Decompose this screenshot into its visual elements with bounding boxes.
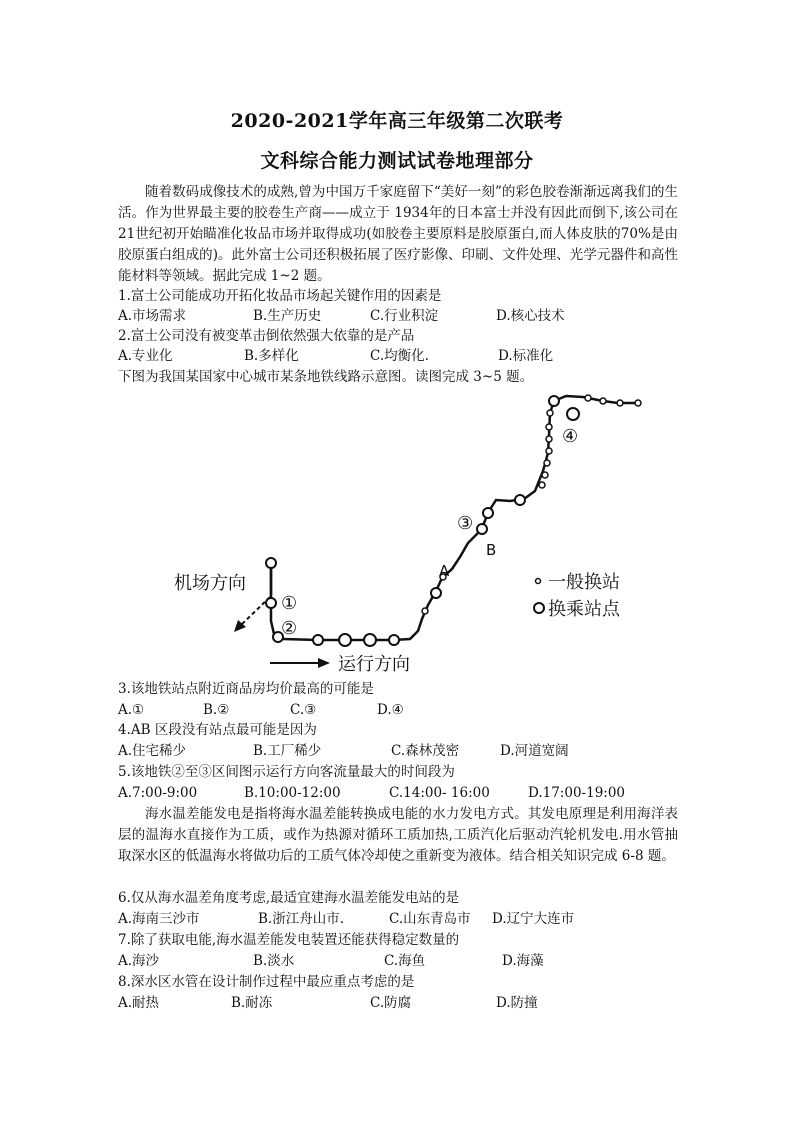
station-dot <box>546 424 552 430</box>
map-intro: 下图为我国某国家中心城市某条地铁线路示意图。读图完成 3~5 题。 <box>118 369 534 385</box>
station-dot <box>546 436 552 442</box>
q5-option-b: B.10:00-12:00 <box>244 785 341 801</box>
passage-fujifilm: 随着数码成像技术的成熟,曾为中国万千家庭留下“美好一刻”的彩色胶卷渐渐远离我们的生活。作为世界最主要的胶卷生产商——成立于 1934年的日本富士并没有因此而倒下,该公司在 21世纪初开始瞄准化妆品市场并取得成功(如胶卷主要原料是胶原蛋白,而人体皮肤的70%是由胶原蛋白组成的)。此外富士公司还积极拓展了医疗影像、印刷、文件处理、光学元器件和高性能材料等领域。据此完成 1~2 题。 <box>118 184 678 284</box>
station-dot <box>539 482 545 488</box>
transfer-station <box>431 588 441 598</box>
station-dot <box>546 448 552 454</box>
station-1-transfer <box>266 598 276 608</box>
station-1-label: ① <box>281 593 298 614</box>
station-b-label: B <box>486 541 497 559</box>
question-5-stem: 5.该地铁②至③区间图示运行方向客流量最大的时间段为 <box>118 764 455 780</box>
q1-option-c: C.行业积淀 <box>370 308 439 324</box>
exam-title: 2020-2021学年高三年级第二次联考 <box>230 110 564 132</box>
station-dot <box>422 608 428 614</box>
question-6-stem: 6.仅从海水温差角度考虑,最适宜建海水温差能发电站的是 <box>118 890 460 906</box>
station-dot <box>585 395 591 401</box>
q7-option-b: B.淡水 <box>253 953 295 969</box>
q6-option-b: B.浙江舟山市. <box>258 911 345 927</box>
station-dot <box>635 400 641 406</box>
q4-option-c: C.森林茂密 <box>391 743 460 759</box>
station-4-transfer <box>567 408 579 420</box>
passage-ocean-thermal: 海水温差能发电是指将海水温差能转换成电能的水力发电方式。其发电原理是利用海洋表层的温海水直接作为工质，或作为热源对循环工质加热,工质汽化后驱动汽轮机发电.用水管抽取深水区的低温海水将做功后的工质气体冷却使之重新变为液体。结合相关知识完成 6-8 题。 <box>118 806 678 864</box>
q1-option-d: D.核心技术 <box>496 308 565 324</box>
legend-transfer-label: 换乘站点 <box>548 599 620 620</box>
q7-option-a: A.海沙 <box>118 953 160 969</box>
q7-option-d: D.海藻 <box>502 953 544 969</box>
q4-option-b: B.工厂稀少 <box>253 743 322 759</box>
q3-option-d: D.④ <box>377 702 404 718</box>
q3-option-c: C.③ <box>290 702 317 718</box>
q5-option-d: D.17:00-19:00 <box>528 785 626 801</box>
transfer-station <box>389 635 399 645</box>
airport-direction-label: 机场方向 <box>174 573 246 594</box>
metro-line-map <box>118 383 678 675</box>
station-dot <box>544 460 550 466</box>
question-8-stem: 8.深水区水管在设计制作过程中最应重点考虑的是 <box>118 974 415 990</box>
q7-option-c: C.海鱼 <box>384 953 426 969</box>
q1-option-b: B.生产历史 <box>253 308 322 324</box>
station-b-transfer <box>477 524 487 534</box>
q6-option-a: A.海南三沙市 <box>118 911 200 927</box>
transfer-station <box>339 634 351 646</box>
question-2-stem: 2.富士公司没有被变革击倒依然强大依靠的是产品 <box>118 328 415 344</box>
legend-normal-label: 一般换站 <box>548 572 620 593</box>
exam-subtitle: 文科综合能力测试试卷地理部分 <box>260 150 534 172</box>
direction-arrow-head <box>318 658 330 668</box>
transfer-station <box>313 635 323 645</box>
q2-option-c: C.均衡化. <box>370 348 429 364</box>
question-3-stem: 3.该地铁站点附近商品房均价最高的可能是 <box>118 681 374 697</box>
station-3-label: ③ <box>457 513 474 534</box>
transfer-station <box>364 634 376 646</box>
station-2-label: ② <box>281 618 298 639</box>
q4-option-a: A.住宅稀少 <box>118 743 187 759</box>
q8-option-c: C.防腐 <box>370 995 412 1011</box>
station-3-transfer <box>483 508 493 518</box>
legend-transfer-symbol <box>534 603 544 613</box>
q6-option-c: C.山东青岛市 <box>389 911 471 927</box>
q4-option-d: D.河道宽阔 <box>500 743 569 759</box>
direction-label: 运行方向 <box>338 654 410 675</box>
station-4-label: ④ <box>562 426 579 447</box>
q8-option-d: D.防撞 <box>496 995 538 1011</box>
q2-option-b: B.多样化 <box>244 348 299 364</box>
legend-normal-symbol <box>536 579 541 584</box>
station-a-label: A <box>439 562 450 580</box>
q2-option-d: D.标准化 <box>498 348 554 364</box>
station-dot <box>547 410 553 416</box>
station-terminal <box>266 558 276 568</box>
question-1-stem: 1.富士公司能成功开拓化妆品市场起关键作用的因素是 <box>118 288 442 304</box>
q6-option-d: D.辽宁大连市 <box>492 911 575 927</box>
station-dot <box>542 472 548 478</box>
q5-option-c: C.14:00- 16:00 <box>389 785 490 801</box>
q8-option-a: A.耐热 <box>118 995 160 1011</box>
transfer-station <box>549 396 559 406</box>
transfer-station <box>515 495 525 505</box>
question-7-stem: 7.除了获取电能,海水温差能发电装置还能获得稳定数量的 <box>118 932 460 948</box>
q1-option-a: A.市场需求 <box>118 308 187 324</box>
q5-option-a: A.7:00-9:00 <box>118 785 198 801</box>
q3-option-b: B.② <box>203 702 230 718</box>
q2-option-a: A.专业化 <box>118 348 173 364</box>
question-4-stem: 4.AB 区段没有站点最可能是因为 <box>118 722 317 738</box>
station-dot <box>600 398 606 404</box>
station-dot <box>617 400 623 406</box>
q8-option-b: B.耐冻 <box>231 995 273 1011</box>
q3-option-a: A.① <box>118 702 145 718</box>
